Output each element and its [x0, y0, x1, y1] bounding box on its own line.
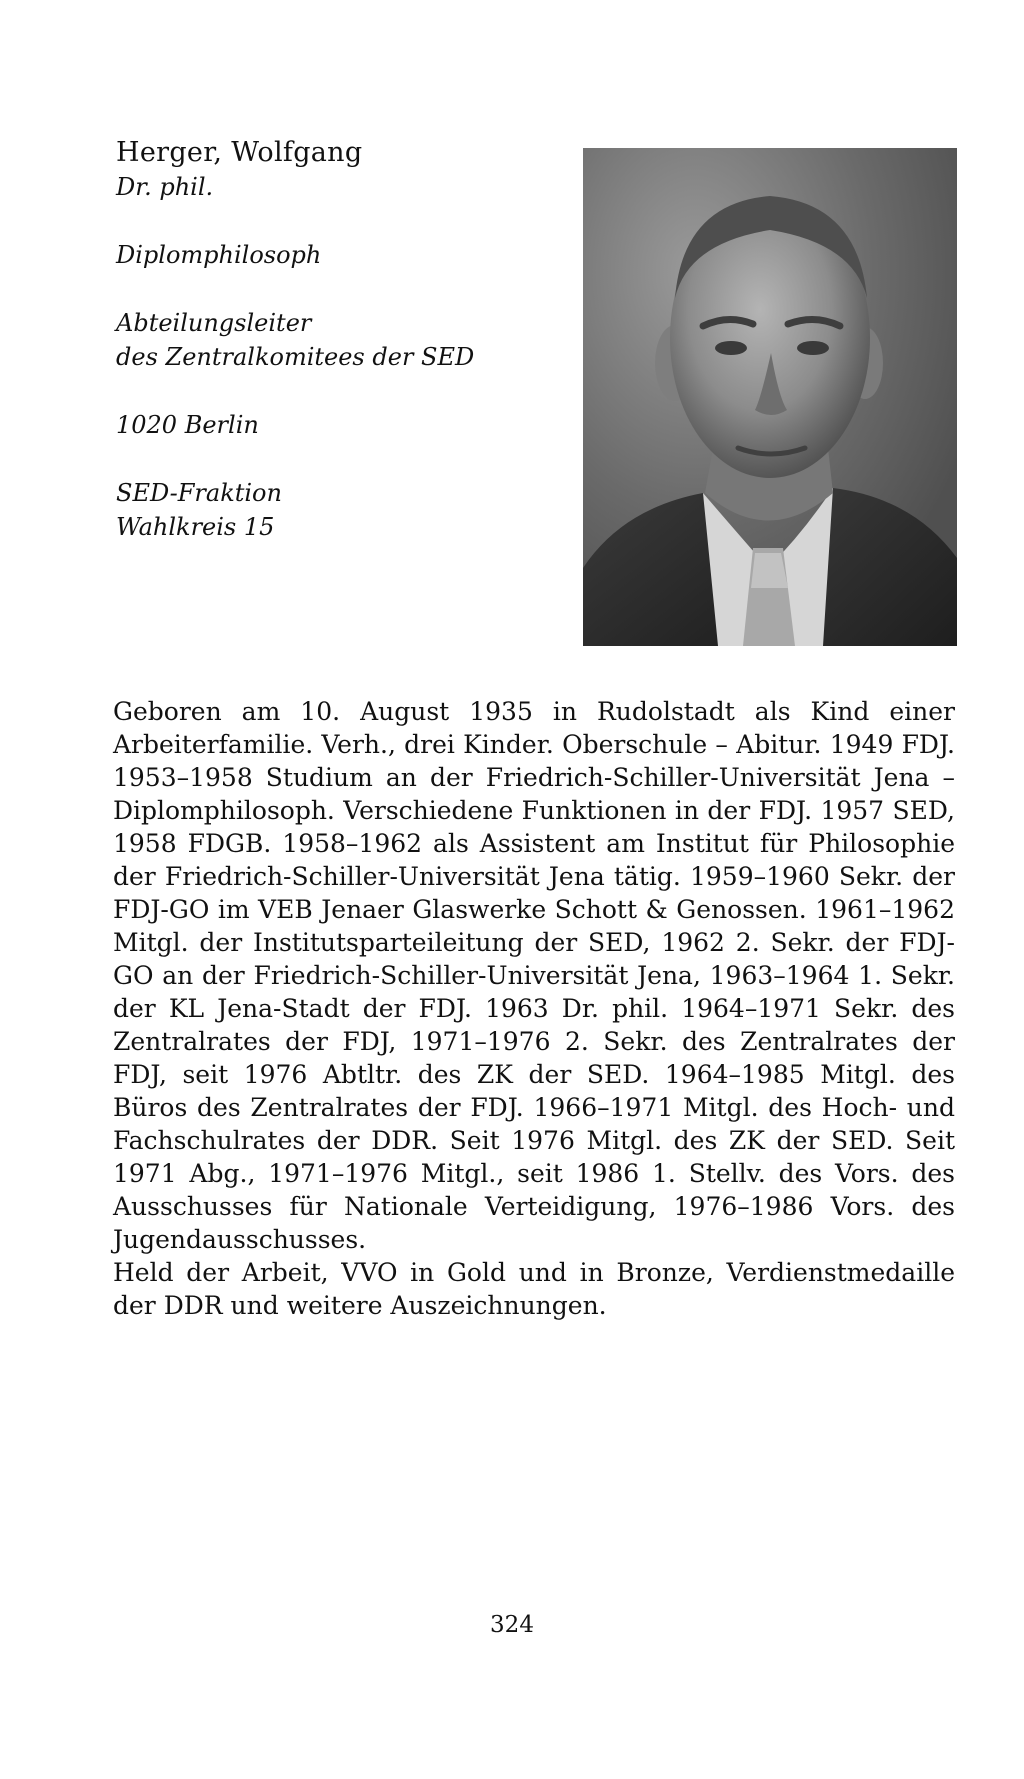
awards-paragraph: Held der Arbeit, VVO in Gold und in Bronze, Verdienstmedaille der DDR und weitere Auszeichnungen.: [113, 1258, 955, 1320]
person-position-line1: Abteilungsleiter: [116, 309, 312, 337]
biography-text: [113, 695, 955, 1322]
page-number: 324: [490, 1612, 534, 1638]
person-location: 1020 Berlin: [116, 411, 259, 439]
portrait-photo-icon: [583, 148, 957, 646]
biography-paragraph: Geboren am 10. August 1935 in Rudolstadt als Kind einer Arbeiterfamilie. Verh., drei Kinder. Oberschule – Abitur. 1949 FDJ. 1953–1958 Studium an der Friedrich-Schiller-Universität Jena – Diplomphilosoph. Verschiedene Funktionen in der FDJ. 1957 SED, 1958 FDGB. 1958–1962 als Assistent am Institut für Philosophie der Friedrich-Schiller-Universität Jena tätig. 1959–1960 Sekr. der FDJ-GO im VEB Jenaer Glaswerke Schott & Genossen. 1961–1962 Mitgl. der Institutsparteileitung der SED, 1962 2. Sekr. der FDJ-GO an der Friedrich-Schiller-Universität Jena, 1963–1964 1. Sekr. der KL Jena-Stadt der FDJ. 1963 Dr. phil. 1964–1971 Sekr. des Zentralrates der FDJ, 1971–1976 2. Sekr. des Zentralrates der FDJ, seit 1976 Abtltr. des ZK der SED. 1964–1985 Mitgl. des Büros des Zentralrates der FDJ. 1966–1971 Mitgl. des Hoch- und Fachschulrates der DDR. Seit 1976 Mitgl. des ZK der SED. Seit 1971 Abg., 1971–1976 Mitgl., seit 1986 1. Stellv. des Vors. des Ausschusses für Nationale Verteidigung, 1976–1986 Vors. des Jugendausschusses.: [113, 697, 955, 1254]
person-constituency: Wahlkreis 15: [116, 513, 275, 541]
person-degree: Dr. phil.: [116, 173, 214, 201]
person-header: [116, 136, 556, 544]
person-fraction: SED-Fraktion: [116, 479, 282, 507]
person-profession: Diplomphilosoph: [116, 241, 322, 269]
person-position-line2: des Zentralkomitees der SED: [116, 343, 475, 371]
person-name: Herger, Wolfgang: [116, 137, 363, 168]
